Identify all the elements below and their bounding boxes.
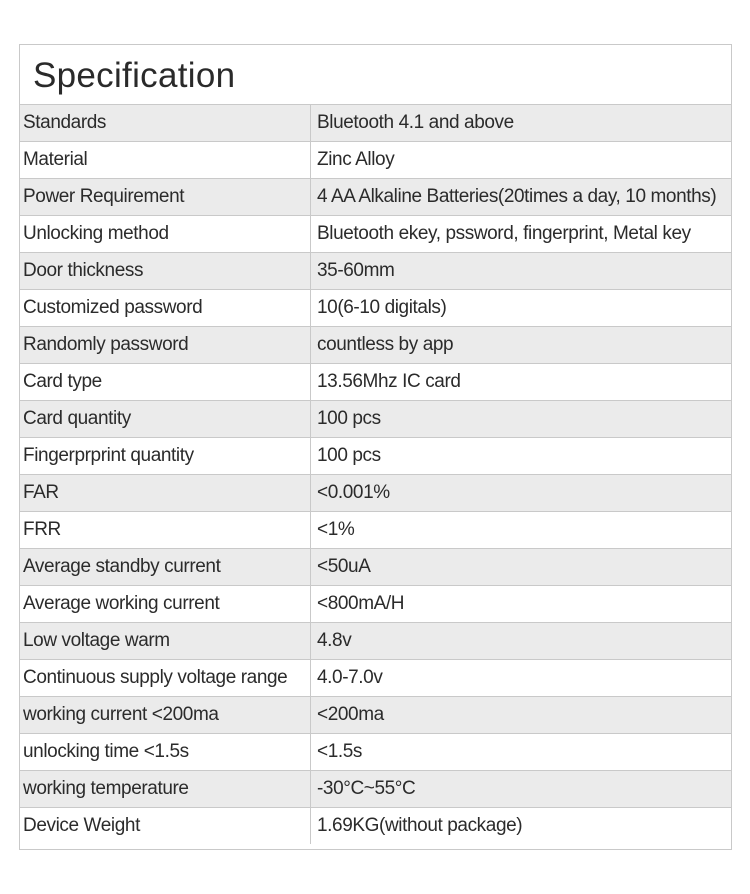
spec-value: 13.56Mhz IC card <box>311 364 732 401</box>
spec-label: Randomly password <box>20 327 311 364</box>
spec-label: Fingerprprint quantity <box>20 438 311 475</box>
spec-label: working current <200ma <box>20 697 311 734</box>
specification-table-body <box>20 105 731 844</box>
spec-value: <200ma <box>311 697 732 734</box>
table-row <box>20 549 731 586</box>
table-row <box>20 401 731 438</box>
table-row <box>20 142 731 179</box>
spec-value: countless by app <box>311 327 732 364</box>
specification-table <box>20 105 731 844</box>
spec-label: Door thickness <box>20 253 311 290</box>
table-row <box>20 771 731 808</box>
spec-value: <50uA <box>311 549 732 586</box>
table-row <box>20 438 731 475</box>
spec-value: <1% <box>311 512 732 549</box>
spec-value: 100 pcs <box>311 438 732 475</box>
spec-value: <800mA/H <box>311 586 732 623</box>
spec-value: 10(6-10 digitals) <box>311 290 732 327</box>
table-row <box>20 734 731 771</box>
table-row <box>20 290 731 327</box>
table-row <box>20 216 731 253</box>
spec-label: unlocking time <1.5s <box>20 734 311 771</box>
table-row <box>20 623 731 660</box>
table-row <box>20 586 731 623</box>
spec-label: FAR <box>20 475 311 512</box>
spec-value: 4 AA Alkaline Batteries(20times a day, 10 months) <box>311 179 732 216</box>
spec-label: Card type <box>20 364 311 401</box>
table-row <box>20 253 731 290</box>
spec-value: 4.8v <box>311 623 732 660</box>
spec-label: Power Requirement <box>20 179 311 216</box>
spec-value: 100 pcs <box>311 401 732 438</box>
table-row <box>20 105 731 142</box>
table-row <box>20 512 731 549</box>
table-row <box>20 808 731 845</box>
spec-label: Average working current <box>20 586 311 623</box>
spec-value: -30°C~55°C <box>311 771 732 808</box>
spec-label: Card quantity <box>20 401 311 438</box>
spec-value: 35-60mm <box>311 253 732 290</box>
spec-label: Device Weight <box>20 808 311 845</box>
spec-label: Low voltage warm <box>20 623 311 660</box>
spec-value: Bluetooth 4.1 and above <box>311 105 732 142</box>
spec-label: FRR <box>20 512 311 549</box>
spec-value: Bluetooth ekey, pssword, fingerprint, Metal key <box>311 216 732 253</box>
spec-label: working temperature <box>20 771 311 808</box>
table-row <box>20 327 731 364</box>
table-row <box>20 475 731 512</box>
spec-label: Standards <box>20 105 311 142</box>
spec-label: Material <box>20 142 311 179</box>
table-row <box>20 179 731 216</box>
spec-value: <0.001% <box>311 475 732 512</box>
spec-label: Continuous supply voltage range <box>20 660 311 697</box>
spec-value: 1.69KG(without package) <box>311 808 732 845</box>
specification-panel <box>19 44 732 850</box>
spec-value: <1.5s <box>311 734 732 771</box>
spec-label: Unlocking method <box>20 216 311 253</box>
page-title: Specification <box>20 45 731 105</box>
spec-value: 4.0-7.0v <box>311 660 732 697</box>
spec-value: Zinc Alloy <box>311 142 732 179</box>
spec-label: Customized password <box>20 290 311 327</box>
table-row <box>20 660 731 697</box>
table-row <box>20 697 731 734</box>
table-row <box>20 364 731 401</box>
spec-label: Average standby current <box>20 549 311 586</box>
